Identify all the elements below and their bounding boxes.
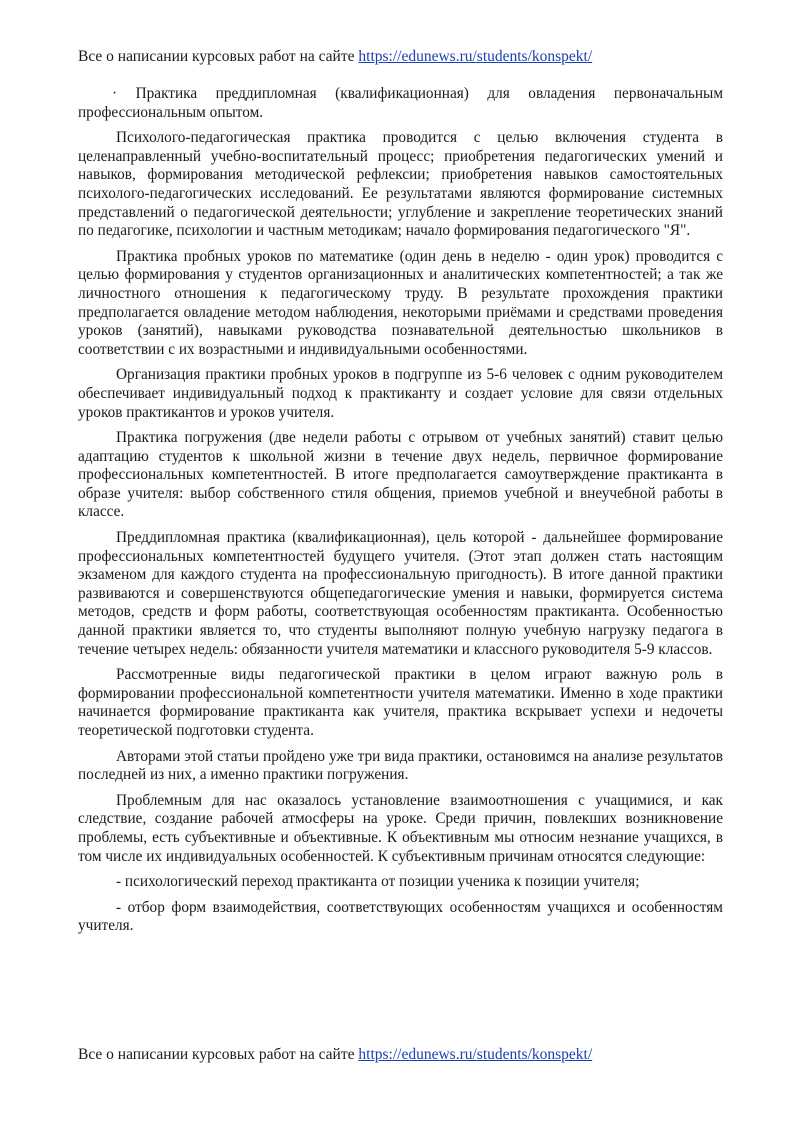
paragraph: Практика погружения (две недели работы с отрывом от учебных занятий) ставит целью адаптацию студентов к школьной жизни в течение двух недель, первичное формирование профессиональных компетентностей. В итоге предполагается самоутверждение практиканта в образе учителя: выбор собственного стиля общения, приемов учебной и внеучебной работы в классе. [78,429,723,521]
paragraph: Рассмотренные виды педагогической практики в целом играют важную роль в формировании профессиональной компетентности учителя математики. Именно в ходе практики начинается формирование практиканта как учителя, практика вскрывает успехи и недочеты теоретической подготовки студента. [78,666,723,739]
page-footer [78,1046,592,1064]
page-header [78,48,592,66]
article-body [78,85,723,943]
list-item: - отбор форм взаимодействия, соответствующих особенностям учащихся и особенностям учителя. [78,898,723,935]
footer-text: Все о написании курсовых работ на сайте [78,1046,359,1063]
paragraph: Преддипломная практика (квалификационная), цель которой - дальнейшее формирование профессиональных компетентностей будущего учителя. (Этот этап должен стать настоящим экзаменом для каждого студента на профессиональную пригодность). В итоге данной практики развиваются и совершенствуются общепедагогические умения и навыки, формируется система методов, средств и форм работы, соответствующая особенностям практиканта. Особенностью данной практики является то, что студенты выполняют полную учебную нагрузку педагога в течение четырех недель: обязанности учителя математики и классного руководителя 5-9 классов. [78,529,723,658]
footer-link[interactable]: https://edunews.ru/students/konspekt/ [358,1046,593,1063]
header-link[interactable]: https://edunews.ru/students/konspekt/ [358,48,593,65]
header-text: Все о написании курсовых работ на сайте [78,48,359,65]
paragraph: Практика пробных уроков по математике (один день в неделю - один урок) проводится с целью формирования у студентов организационных и аналитических компетентностей; а так же личностного отношения к педагогическому труду. В результате прохождения практики предполагается овладение методом наблюдения, некоторыми приёмами и средствами проведения уроков (занятий), навыками руководства познавательной деятельностью школьников в соответствии с их возрастными и индивидуальными особенностями. [78,247,723,358]
list-item: - психологический переход практиканта от позиции ученика к позиции учителя; [116,873,640,891]
paragraph: Проблемным для нас оказалось установление взаимоотношения с учащимися, и как следствие, создание рабочей атмосферы на уроке. Среди причин, повлекших возникновение проблемы, есть субъективные и объективные. К объективным мы относим незнание учащихся, в том числе их индивидуальных особенностей. К субъективным причинам относятся следующие: [78,791,723,865]
paragraph: · Практика преддипломная (квалификационная) для овладения первоначальным профессиональным опытом. [78,85,723,121]
paragraph: Психолого-педагогическая практика проводится с целью включения студента в целенаправленный учебно-воспитательный процесс; приобретения педагогических умений и навыков, формирования методической рефлексии; приобретения навыков самостоятельных психолого-педагогических исследований. Ее результатами являются формирование системных представлений о педагогической деятельности; углубление и закрепление теоретических знаний по педагогике, психологии и частным методикам; начало формирования педагогического "Я". [78,129,723,240]
paragraph: Организация практики пробных уроков в подгруппе из 5-6 человек с одним руководителем обеспечивает индивидуальный подход к практиканту и создает условие для связи отдельных уроков практикантов и уроков учителя. [78,366,723,421]
paragraph: Авторами этой статьи пройдено уже три вида практики, остановимся на анализе результатов последней из них, а именно практики погружения. [78,747,723,784]
